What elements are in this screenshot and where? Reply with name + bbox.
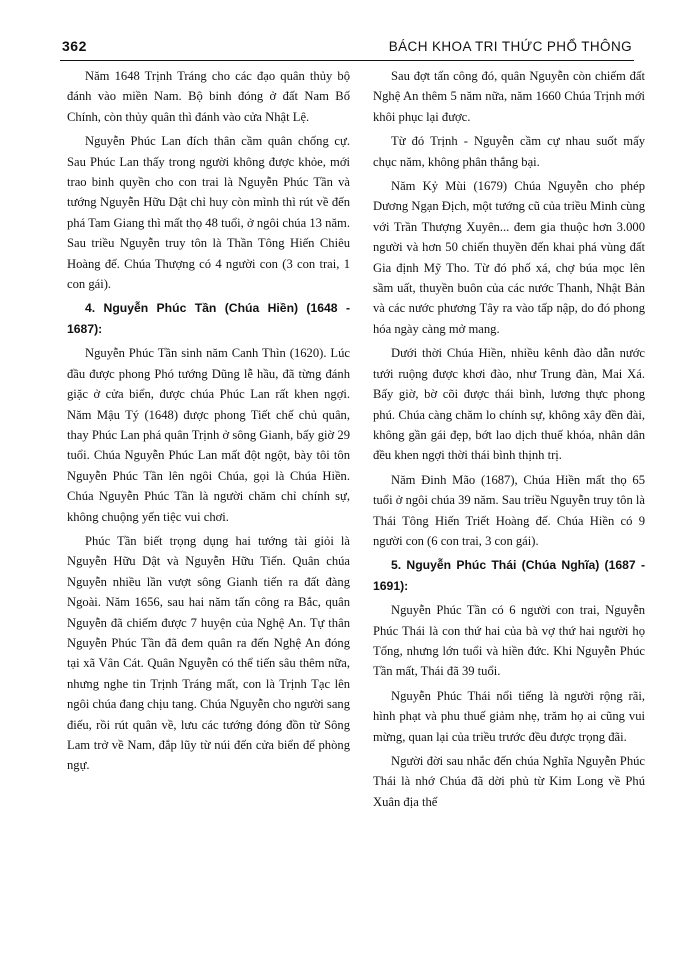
left-column xyxy=(67,66,350,780)
paragraph: Dưới thời Chúa Hiền, nhiều kênh đào dẫn nước tưới ruộng được khơi đào, như Trung đàn, Mai Xá. Bấy giờ, bờ cõi được thái bình, lương thực phong phú. Chúa càng chăm lo chính sự, không xây đền đài, không gần gái đẹp, bớt lao dịch thuế khóa, nhân dân đều khen ngợi thời thái bình thịnh trị. xyxy=(373,346,645,463)
paragraph: Năm Kỷ Mùi (1679) Chúa Nguyễn cho phép Dương Ngạn Địch, một tướng cũ của triều Minh cùng với Trần Thượng Xuyên... đem gia thuộc hơn 3.000 người và hơn 50 chiến thuyền đến khai phá vùng đất Gia định Mỹ Tho. Từ đó phố xá, chợ búa mọc lên sầm uất, thuyền buôn của các nước Thanh, Nhật Bản và các nước phương Tây ra vào tấp nập, do đó phong hóa ngày càng mở mang. xyxy=(373,179,645,336)
page-number: 362 xyxy=(62,38,87,54)
paragraph: Năm 1648 Trịnh Tráng cho các đạo quân thủy bộ đánh vào miền Nam. Bộ binh đóng ở đất Nam Bố Chính, còn thủy quân thì đánh vào cửa Nhật Lệ. xyxy=(67,69,350,124)
section-heading: 4. Nguyễn Phúc Tần (Chúa Hiền) (1648 - 1687): xyxy=(67,301,350,336)
section-heading: 5. Nguyễn Phúc Thái (Chúa Nghĩa) (1687 - 1691): xyxy=(373,558,645,593)
paragraph: Người đời sau nhắc đến chúa Nghĩa Nguyễn Phúc Thái là nhớ Chúa đã dời phủ từ Kim Long về Phú Xuân địa thế xyxy=(373,754,645,809)
paragraph: Nguyễn Phúc Tần sinh năm Canh Thìn (1620). Lúc đầu được phong Phó tướng Dũng lễ hầu, đã từng đánh giặc ở cửa biển, được chúa Phúc Lan rất khen ngợi. Năm Mậu Tý (1648) được phong Tiết chế chủ quân, thay Phúc Lan phá quân Trịnh ở sông Gianh, bấy giờ 29 tuổi. Chúa Nguyễn Phúc Lan mất đột ngột, bày tôi tôn Nguyễn Phúc Tần lên ngôi Chúa, gọi là Chúa Hiền. Chúa Nguyễn Phúc Tần là người chăm chỉ chính sự, không chuộng yến tiệc vui chơi. xyxy=(67,346,350,524)
paragraph: Phúc Tần biết trọng dụng hai tướng tài giỏi là Nguyễn Hữu Dật và Nguyễn Hữu Tiến. Quân chúa Nguyễn nhiều lần vượt sông Gianh tiến ra đất đàng Ngoài. Năm 1656, sau hai năm tấn công ra Bắc, quân Nguyễn đã chiếm được 7 huyện của Nghệ An. Tự thân Nguyễn Phúc Tần đã đem quân ra đến Nghệ An đóng tại xã Vân Cát. Quân Nguyễn có thể tiến sâu thêm nữa, nhưng nghe tin Trịnh Tráng mất, con là Trịnh Tạc lên ngôi chúa đang chịu tang. Chúa Nguyễn cho người sang điếu, rồi rút quân về, lưu các tướng đóng đồn từ Sông Lam trở về Nam, đắp lũy từ núi đến cửa biển để phòng ngự. xyxy=(67,533,350,773)
running-title: BÁCH KHOA TRI THỨC PHỔ THÔNG xyxy=(388,39,632,54)
paragraph: Nguyễn Phúc Thái nổi tiếng là người rộng rãi, hình phạt và phu thuế giảm nhẹ, trăm họ ai cũng vui mừng, quan lại của triều trước đều được trọng đãi. xyxy=(373,688,645,744)
header-divider xyxy=(60,60,634,61)
paragraph: Năm Đinh Mão (1687), Chúa Hiền mất thọ 65 tuổi ở ngôi chúa 39 năm. Sau triều Nguyễn truy tôn là Thái Tông Hiến Triết Hoàng đế. Chúa Hiền có 9 người con (6 con trai, 3 con gái). xyxy=(373,472,645,548)
paragraph: Nguyễn Phúc Tần có 6 người con trai, Nguyễn Phúc Thái là con thứ hai của bà vợ thứ hai người họ Tống, nhưng lớn tuổi và hiền đức. Khi Nguyễn Phúc Tần mất, Thái đã 39 tuổi. xyxy=(373,603,645,679)
paragraph: Nguyễn Phúc Lan đích thân cầm quân chống cự. Sau Phúc Lan thấy trong người không được khỏe, mới trao binh quyền cho con trai là Nguyễn Phúc Tần và tướng Nguyễn Hữu Dật chỉ huy còn mình thì rút về đến phá Tam Giang thì mất thọ 48 tuổi, ở ngôi chúa 13 năm. Sau triều Nguyễn truy tôn là Thần Tông Hiến Chiêu Hoàng đế. Chúa Thượng có 4 người con (3 con trai, 1 con gái). xyxy=(67,134,350,292)
right-column xyxy=(373,66,645,816)
paragraph: Sau đợt tấn công đó, quân Nguyễn còn chiếm đất Nghệ An thêm 5 năm nữa, năm 1660 Chúa Trịnh mới khôi phục lại được. xyxy=(373,69,645,124)
paragraph: Từ đó Trịnh - Nguyễn cầm cự nhau suốt mấy chục năm, không phân thắng bại. xyxy=(373,134,645,169)
